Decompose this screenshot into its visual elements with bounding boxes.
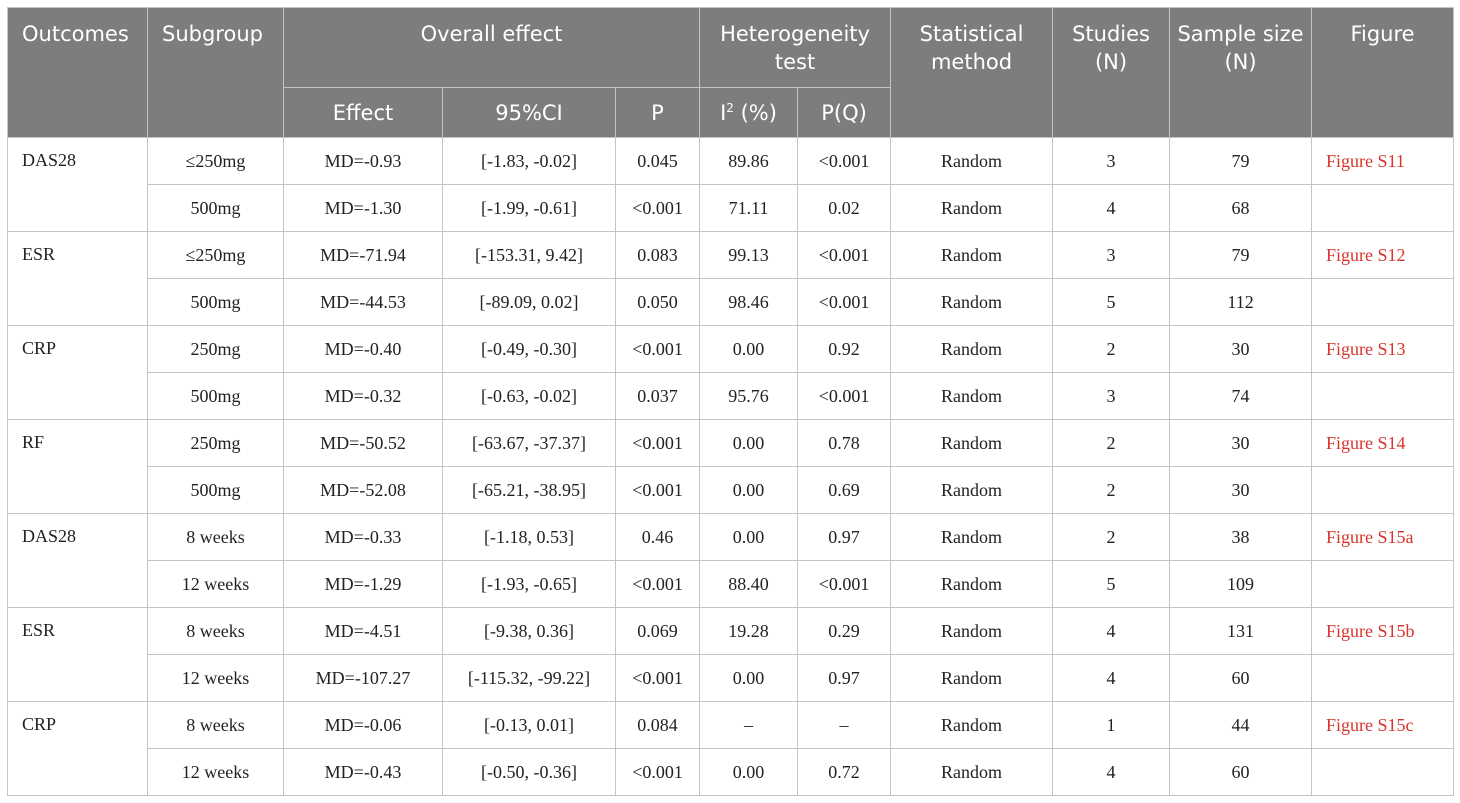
ci-cell: [-9.38, 0.36] xyxy=(443,608,616,655)
pq-cell: 0.78 xyxy=(798,420,891,467)
outcome-cell: CRP xyxy=(8,702,148,796)
header-outcomes: Outcomes xyxy=(8,8,148,138)
studies-cell: 4 xyxy=(1053,749,1170,796)
sample-size-cell: 68 xyxy=(1170,185,1312,232)
effect-cell: MD=-107.27 xyxy=(284,655,443,702)
method-cell: Random xyxy=(891,514,1053,561)
figure-link[interactable]: Figure S15c xyxy=(1312,702,1454,749)
sample-size-cell: 38 xyxy=(1170,514,1312,561)
i2-cell: 0.00 xyxy=(700,514,798,561)
ci-cell: [-0.63, -0.02] xyxy=(443,373,616,420)
ci-cell: [-65.21, -38.95] xyxy=(443,467,616,514)
subgroup-cell: 12 weeks xyxy=(148,655,284,702)
i2-cell: 89.86 xyxy=(700,138,798,185)
studies-cell: 2 xyxy=(1053,514,1170,561)
i2-cell: 0.00 xyxy=(700,749,798,796)
sample-size-cell: 79 xyxy=(1170,138,1312,185)
outcome-cell: ESR xyxy=(8,608,148,702)
i2-cell: 95.76 xyxy=(700,373,798,420)
method-cell: Random xyxy=(891,232,1053,279)
table-row xyxy=(8,467,1454,514)
figure-link[interactable]: Figure S13 xyxy=(1312,326,1454,373)
header-overall-effect: Overall effect xyxy=(284,8,700,88)
header-figure: Figure xyxy=(1312,8,1454,138)
subgroup-cell: 12 weeks xyxy=(148,561,284,608)
table-row xyxy=(8,608,1454,655)
header-p: P xyxy=(616,88,700,138)
sample-size-cell: 44 xyxy=(1170,702,1312,749)
pq-cell: 0.92 xyxy=(798,326,891,373)
ci-cell: [-63.67, -37.37] xyxy=(443,420,616,467)
header-subgroup: Subgroup xyxy=(148,8,284,138)
sample-size-cell: 74 xyxy=(1170,373,1312,420)
method-cell: Random xyxy=(891,702,1053,749)
pq-cell: 0.72 xyxy=(798,749,891,796)
studies-cell: 3 xyxy=(1053,138,1170,185)
outcome-cell: DAS28 xyxy=(8,514,148,608)
method-cell: Random xyxy=(891,749,1053,796)
studies-cell: 4 xyxy=(1053,655,1170,702)
figure-cell-empty xyxy=(1312,655,1454,702)
i2-cell: 88.40 xyxy=(700,561,798,608)
method-cell: Random xyxy=(891,655,1053,702)
subgroup-cell: 8 weeks xyxy=(148,514,284,561)
pq-cell: 0.97 xyxy=(798,514,891,561)
subgroup-cell: 500mg xyxy=(148,279,284,326)
subgroup-cell: 250mg xyxy=(148,326,284,373)
effect-cell: MD=-1.29 xyxy=(284,561,443,608)
outcome-cell: DAS28 xyxy=(8,138,148,232)
i2-cell: 0.00 xyxy=(700,467,798,514)
method-cell: Random xyxy=(891,561,1053,608)
subgroup-cell: ≤250mg xyxy=(148,138,284,185)
p-value-cell: 0.084 xyxy=(616,702,700,749)
method-cell: Random xyxy=(891,467,1053,514)
sample-size-cell: 60 xyxy=(1170,655,1312,702)
table-body xyxy=(8,138,1454,796)
ci-cell: [-1.18, 0.53] xyxy=(443,514,616,561)
table-row xyxy=(8,138,1454,185)
outcome-cell: CRP xyxy=(8,326,148,420)
studies-cell: 2 xyxy=(1053,420,1170,467)
studies-cell: 4 xyxy=(1053,185,1170,232)
header-sample-size: Sample size (N) xyxy=(1170,8,1312,138)
pq-cell: – xyxy=(798,702,891,749)
table-row xyxy=(8,514,1454,561)
p-value-cell: <0.001 xyxy=(616,655,700,702)
subgroup-cell: 500mg xyxy=(148,373,284,420)
header-i2: $I^2$ (%) xyxy=(700,88,798,138)
studies-cell: 5 xyxy=(1053,561,1170,608)
i2-cell: 0.00 xyxy=(700,326,798,373)
p-value-cell: <0.001 xyxy=(616,467,700,514)
p-value-cell: 0.045 xyxy=(616,138,700,185)
i2-cell: 0.00 xyxy=(700,655,798,702)
table-row xyxy=(8,655,1454,702)
subgroup-cell: 500mg xyxy=(148,185,284,232)
pq-cell: 0.69 xyxy=(798,467,891,514)
subgroup-cell: 12 weeks xyxy=(148,749,284,796)
figure-cell-empty xyxy=(1312,373,1454,420)
table-row xyxy=(8,232,1454,279)
table-row xyxy=(8,749,1454,796)
figure-link[interactable]: Figure S15b xyxy=(1312,608,1454,655)
sample-size-cell: 30 xyxy=(1170,326,1312,373)
table-row xyxy=(8,326,1454,373)
figure-link[interactable]: Figure S15a xyxy=(1312,514,1454,561)
subgroup-cell: ≤250mg xyxy=(148,232,284,279)
effect-cell: MD=-0.93 xyxy=(284,138,443,185)
method-cell: Random xyxy=(891,373,1053,420)
studies-cell: 2 xyxy=(1053,326,1170,373)
ci-cell: [-1.83, -0.02] xyxy=(443,138,616,185)
p-value-cell: 0.037 xyxy=(616,373,700,420)
i2-cell: 0.00 xyxy=(700,420,798,467)
pq-cell: 0.97 xyxy=(798,655,891,702)
effect-cell: MD=-50.52 xyxy=(284,420,443,467)
p-value-cell: 0.083 xyxy=(616,232,700,279)
figure-cell-empty xyxy=(1312,561,1454,608)
table-row xyxy=(8,279,1454,326)
p-value-cell: <0.001 xyxy=(616,420,700,467)
header-effect: Effect xyxy=(284,88,443,138)
figure-link[interactable]: Figure S12 xyxy=(1312,232,1454,279)
outcome-cell: ESR xyxy=(8,232,148,326)
pq-cell: 0.02 xyxy=(798,185,891,232)
figure-cell-empty xyxy=(1312,279,1454,326)
sample-size-cell: 79 xyxy=(1170,232,1312,279)
sample-size-cell: 131 xyxy=(1170,608,1312,655)
header-statistical-method: Statistical method xyxy=(891,8,1053,138)
ci-cell: [-1.93, -0.65] xyxy=(443,561,616,608)
method-cell: Random xyxy=(891,326,1053,373)
figure-cell-empty xyxy=(1312,749,1454,796)
pq-cell: 0.29 xyxy=(798,608,891,655)
pq-cell: <0.001 xyxy=(798,279,891,326)
p-value-cell: <0.001 xyxy=(616,561,700,608)
p-value-cell: <0.001 xyxy=(616,749,700,796)
studies-cell: 5 xyxy=(1053,279,1170,326)
figure-cell-empty xyxy=(1312,185,1454,232)
i2-cell: 71.11 xyxy=(700,185,798,232)
subgroup-cell: 8 weeks xyxy=(148,702,284,749)
sample-size-cell: 109 xyxy=(1170,561,1312,608)
pq-cell: <0.001 xyxy=(798,138,891,185)
effect-cell: MD=-0.33 xyxy=(284,514,443,561)
effect-cell: MD=-44.53 xyxy=(284,279,443,326)
studies-cell: 4 xyxy=(1053,608,1170,655)
p-value-cell: 0.069 xyxy=(616,608,700,655)
pq-cell: <0.001 xyxy=(798,373,891,420)
table-row xyxy=(8,373,1454,420)
subgroup-cell: 500mg xyxy=(148,467,284,514)
ci-cell: [-1.99, -0.61] xyxy=(443,185,616,232)
sample-size-cell: 30 xyxy=(1170,467,1312,514)
header-95ci: 95%CI xyxy=(443,88,616,138)
studies-cell: 2 xyxy=(1053,467,1170,514)
pq-cell: <0.001 xyxy=(798,561,891,608)
effect-cell: MD=-0.40 xyxy=(284,326,443,373)
ci-cell: [-115.32, -99.22] xyxy=(443,655,616,702)
ci-cell: [-89.09, 0.02] xyxy=(443,279,616,326)
table-header xyxy=(8,8,1454,138)
method-cell: Random xyxy=(891,138,1053,185)
sample-size-cell: 60 xyxy=(1170,749,1312,796)
effect-cell: MD=-0.32 xyxy=(284,373,443,420)
effect-cell: MD=-1.30 xyxy=(284,185,443,232)
meta-analysis-table xyxy=(7,7,1454,796)
method-cell: Random xyxy=(891,608,1053,655)
ci-cell: [-0.50, -0.36] xyxy=(443,749,616,796)
studies-cell: 3 xyxy=(1053,373,1170,420)
subgroup-cell: 8 weeks xyxy=(148,608,284,655)
method-cell: Random xyxy=(891,420,1053,467)
outcome-cell: RF xyxy=(8,420,148,514)
table-row xyxy=(8,702,1454,749)
figure-link[interactable]: Figure S11 xyxy=(1312,138,1454,185)
effect-cell: MD=-0.43 xyxy=(284,749,443,796)
i2-cell: 99.13 xyxy=(700,232,798,279)
method-cell: Random xyxy=(891,185,1053,232)
header-studies: Studies (N) xyxy=(1053,8,1170,138)
i2-cell: 98.46 xyxy=(700,279,798,326)
table-row xyxy=(8,420,1454,467)
effect-cell: MD=-4.51 xyxy=(284,608,443,655)
subgroup-cell: 250mg xyxy=(148,420,284,467)
pq-cell: <0.001 xyxy=(798,232,891,279)
sample-size-cell: 112 xyxy=(1170,279,1312,326)
p-value-cell: 0.46 xyxy=(616,514,700,561)
ci-cell: [-153.31, 9.42] xyxy=(443,232,616,279)
i2-cell: – xyxy=(700,702,798,749)
figure-link[interactable]: Figure S14 xyxy=(1312,420,1454,467)
studies-cell: 3 xyxy=(1053,232,1170,279)
header-heterogeneity-test: Heterogeneity test xyxy=(700,8,891,88)
i2-cell: 19.28 xyxy=(700,608,798,655)
method-cell: Random xyxy=(891,279,1053,326)
header-pq: P(Q) xyxy=(798,88,891,138)
p-value-cell: 0.050 xyxy=(616,279,700,326)
effect-cell: MD=-52.08 xyxy=(284,467,443,514)
ci-cell: [-0.13, 0.01] xyxy=(443,702,616,749)
effect-cell: MD=-0.06 xyxy=(284,702,443,749)
table-row xyxy=(8,561,1454,608)
p-value-cell: <0.001 xyxy=(616,326,700,373)
ci-cell: [-0.49, -0.30] xyxy=(443,326,616,373)
figure-cell-empty xyxy=(1312,467,1454,514)
studies-cell: 1 xyxy=(1053,702,1170,749)
p-value-cell: <0.001 xyxy=(616,185,700,232)
sample-size-cell: 30 xyxy=(1170,420,1312,467)
table-row xyxy=(8,185,1454,232)
effect-cell: MD=-71.94 xyxy=(284,232,443,279)
